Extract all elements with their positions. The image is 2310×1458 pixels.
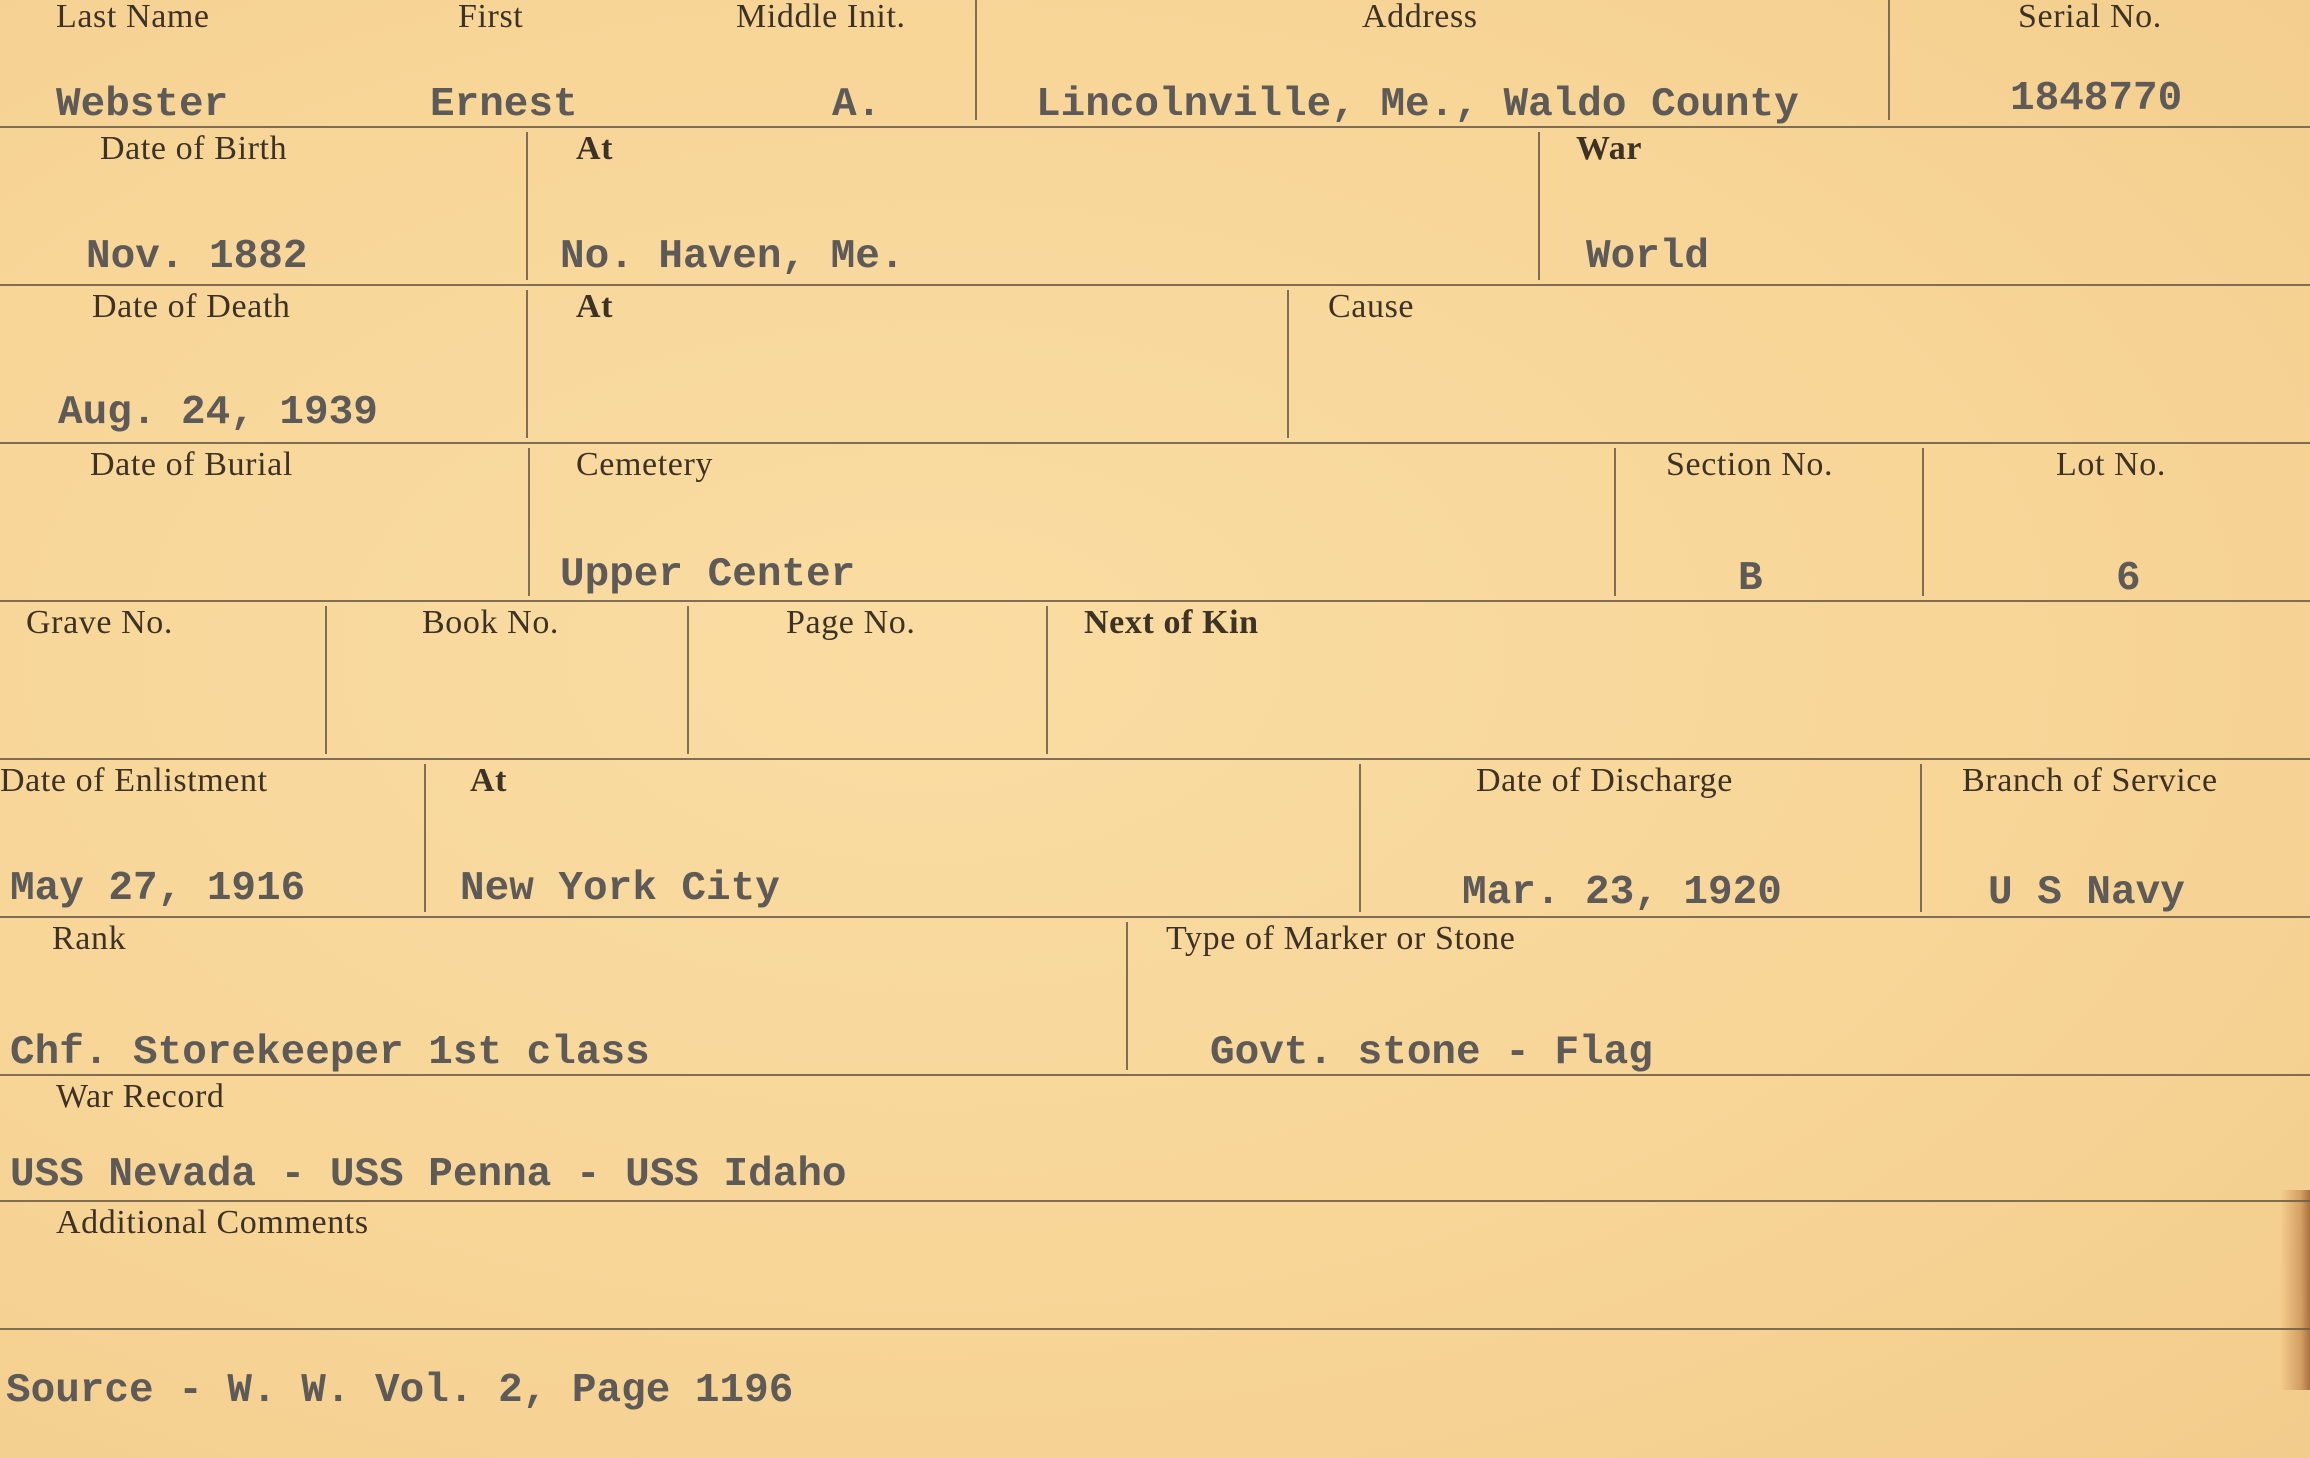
last-name-value: Webster: [56, 82, 229, 128]
marker-value: Govt. stone - Flag: [1210, 1030, 1653, 1076]
war-label: War: [1576, 130, 1643, 167]
page-label: Page No.: [786, 604, 916, 641]
column-divider: [1359, 764, 1361, 912]
dob-value: Nov. 1882: [86, 234, 308, 280]
section-value: B: [1738, 556, 1763, 602]
cause-label: Cause: [1328, 288, 1415, 325]
column-divider: [1920, 764, 1922, 912]
first-name-value: Ernest: [430, 82, 578, 128]
war-record-label: War Record: [56, 1078, 225, 1115]
grave-label: Grave No.: [26, 604, 174, 641]
column-divider: [1126, 922, 1128, 1070]
book-label: Book No.: [422, 604, 560, 641]
column-divider: [1888, 0, 1890, 120]
column-divider: [526, 132, 528, 280]
enlistment-value: May 27, 1916: [10, 866, 306, 912]
column-divider: [687, 606, 689, 754]
column-divider: [528, 448, 530, 596]
discharge-value: Mar. 23, 1920: [1462, 870, 1782, 916]
row-divider: [0, 284, 2310, 286]
serial-value: 1848770: [2010, 76, 2183, 122]
column-divider: [526, 290, 528, 438]
column-divider: [1538, 132, 1540, 280]
lot-label: Lot No.: [2056, 446, 2166, 483]
war-value: World: [1586, 234, 1710, 280]
discharge-label: Date of Discharge: [1476, 762, 1733, 799]
row-divider: [0, 1200, 2310, 1202]
dod-value: Aug. 24, 1939: [58, 390, 378, 436]
death-at-label: At: [576, 288, 614, 325]
birth-at-value: No. Haven, Me.: [560, 234, 905, 280]
column-divider: [975, 0, 977, 120]
row-divider: [0, 1328, 2310, 1330]
row-divider: [0, 758, 2310, 760]
column-divider: [1046, 606, 1048, 754]
section-label: Section No.: [1666, 446, 1834, 483]
branch-label: Branch of Service: [1962, 762, 2218, 799]
cemetery-label: Cemetery: [576, 446, 713, 483]
row-divider: [0, 442, 2310, 444]
edge-stain: [2280, 1190, 2310, 1390]
address-value: Lincolnville, Me., Waldo County: [1036, 82, 1799, 128]
dod-label: Date of Death: [92, 288, 291, 325]
row-divider: [0, 916, 2310, 918]
column-divider: [424, 764, 426, 912]
address-label: Address: [1362, 0, 1478, 35]
first-name-label: First: [458, 0, 524, 35]
source-value: Source - W. W. Vol. 2, Page 1196: [6, 1368, 794, 1414]
row-divider: [0, 600, 2310, 602]
dob-label: Date of Birth: [100, 130, 288, 167]
cemetery-value: Upper Center: [560, 552, 856, 598]
middle-init-value: A.: [832, 82, 882, 128]
birth-at-label: At: [576, 130, 614, 167]
column-divider: [1287, 290, 1289, 438]
column-divider: [325, 606, 327, 754]
middle-init-label: Middle Init.: [736, 0, 906, 35]
marker-label: Type of Marker or Stone: [1166, 920, 1516, 957]
branch-value: U S Navy: [1988, 870, 2185, 916]
lot-value: 6: [2116, 556, 2141, 602]
war-record-value: USS Nevada - USS Penna - USS Idaho: [10, 1152, 847, 1198]
next-of-kin-label: Next of Kin: [1084, 604, 1259, 641]
enlistment-label: Date of Enlistment: [0, 762, 268, 799]
column-divider: [1614, 448, 1616, 596]
enlist-at-label: At: [470, 762, 508, 799]
column-divider: [1922, 448, 1924, 596]
comments-label: Additional Comments: [56, 1204, 369, 1241]
rank-value: Chf. Storekeeper 1st class: [10, 1030, 650, 1076]
serial-label: Serial No.: [2018, 0, 2162, 35]
burial-label: Date of Burial: [90, 446, 293, 483]
last-name-label: Last Name: [56, 0, 210, 35]
rank-label: Rank: [52, 920, 127, 957]
enlist-at-value: New York City: [460, 866, 780, 912]
